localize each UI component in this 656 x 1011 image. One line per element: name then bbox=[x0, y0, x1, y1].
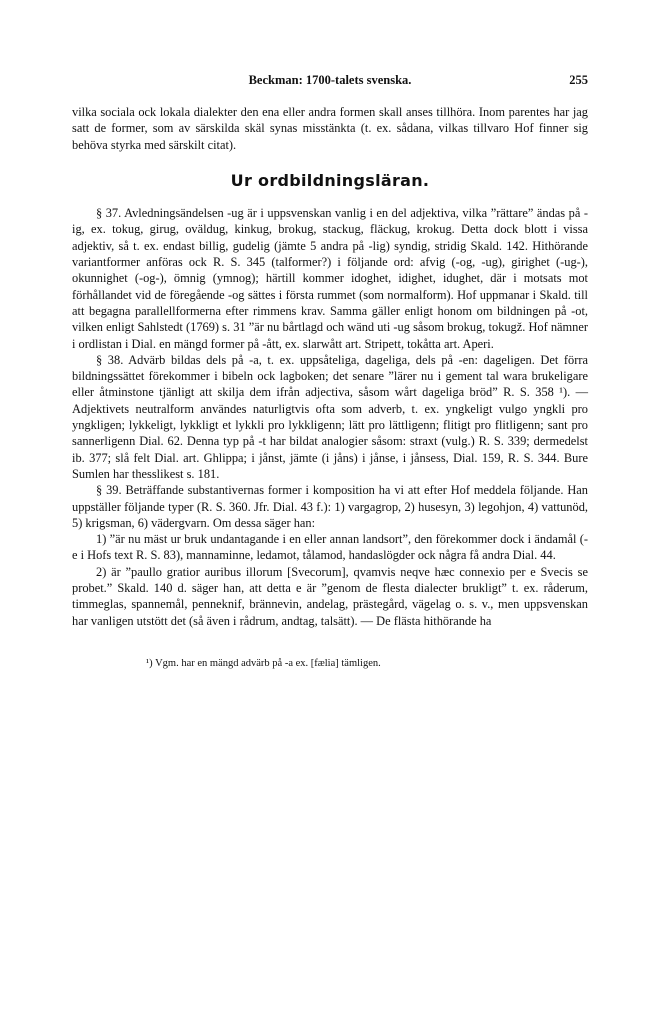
paragraph-39-item-1: 1) ”är nu mäst ur bruk undantagande i en eller annan landsort”, den förekommer dock i ändamål (-e i Hofs text R. S. 83), mannaminne, ledamot, tålamod, handaslögder ock några få andra Dial. 44. bbox=[72, 532, 588, 563]
intro-paragraph: vilka sociala ock lokala dialekter den ena eller andra formen skall anses tillhöra. Inom parentes har jag satt de former, som av särskilda skäl synas misstänkta (t. ex. sådana, vilkas tillvaro Hof finner sig behöva styrka med särskilt citat). bbox=[72, 105, 588, 152]
page-body bbox=[72, 72, 588, 681]
running-title: Beckman: 1700-talets svenska. bbox=[248, 73, 412, 87]
section-title: Ur ordbildningsläran. bbox=[230, 170, 430, 190]
page-number: 255 bbox=[569, 73, 588, 87]
footnote: ¹) Vgm. har en mängd advärb på -a ex. [fælia] tämligen. bbox=[146, 657, 381, 669]
paragraph-39: § 39. Beträffande substantivernas former i komposition ha vi att efter Hof meddela följande. Han uppställer följande typer (R. S. 360. Jfr. Dial. 43 f.): 1) vargagrop, 2) husesyn, 3) legohjon, 4) vattunöd, 5) krigsman, 6) vädergvarn. Om dessa säger han: bbox=[72, 483, 588, 530]
paragraph-38: § 38. Advärb bildas dels på -a, t. ex. uppsåteliga, dageliga, dels på -en: dageligen. Det förra bildningssättet förekommer i bibeln ock lagboken; det senare ”lärer nu i gement tal wara brukeligare eller åtminstone tjänligt att skilja dem ifrån adjectiva, såsom wårt dageliga bröd” R. S. 358 ¹). — Adjektivets neutralform användes naturligtvis ofta som adverb, t. ex. yngkeligt vulgo yngkli pro yngkligen; lykkeligt, lykkligt et lykkli pro lykkligenn; lätt pro lättligenn; flitigt pro flitligenn; sant pro sannerligenn Dial. 62. Denna typ på -t har bildat analogier såsom: straxt (vulg.) R. S. 339; dermedelst ib. 377; slå felt Dial. art. Ghlippa; i jånst, jämte (i jåns) i jånse, i jånsess, Dial. 159, R. S. 344. Bure Sumlen har thesslikest s. 181. bbox=[72, 352, 588, 481]
running-header bbox=[72, 72, 588, 92]
paragraph-39-item-2: 2) är ”paullo gratior auribus illorum [Svecorum], qvamvis neqve hæc connexio per e Svecis se probet.” Skald. 140 d. säger han, att detta e är ”genom de flesta dialecter brukligt” t. ex. råderum, timmeglas, spannemål, penneknif, brännevin, andelag, prästegård, vägelag o. s. v., men uppsvenskan har vanligen utstött det (så även i rådrum, andtag, talsätt). — De flästa hithörande ha bbox=[72, 564, 588, 628]
paragraph-37: § 37. Avledningsändelsen -ug är i uppsvenskan vanlig i en del adjektiva, vilka ”rättare” ändas på -ig, ex. tokug, girug, oväldug, kinkug, brokug, stackug, fläckug, krokug. Detta dock blott i vissa adjektiv, så t. ex. endast billig, gudelig (jämte 5 andra på -lig) syndig, stridig Skald. 142. Hithörande variantformer anföras ock R. S. 345 (talformer?) i följande ord: afvig (-og, -ug), girighet (-ug-), okunnighet (-og-), ömnig (ymnog); härtill kommer idoghet, idighet, idughet, där i motsats mot förhållandet vid de föregående -og sättes i första rummet (som normalform). Hof uppmanar i Skald. till att begagna parallellformerna efter rimmens krav. Samma gäller enligt honom om bildningen på -ot, vilken enligt Sahlstedt (1769) s. 31 ”är nu bårtlagd och wänd uti -ug såsom brokug, tokugž. Hof nämner i ordlistan i Dial. en mängd former på -ått, ex. slarwått art. Stripett, tokåtta art. Aperi. bbox=[72, 206, 588, 351]
